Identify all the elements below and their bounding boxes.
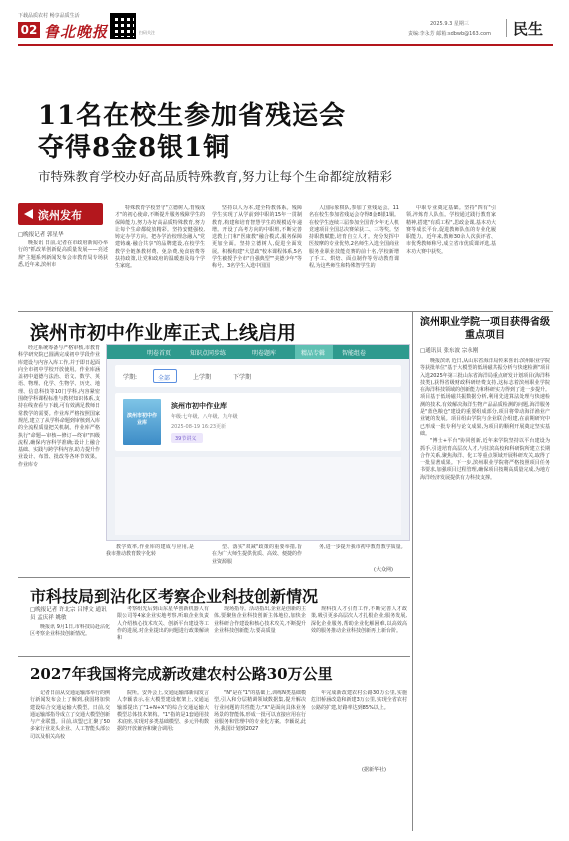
screenshot-empty-area [115, 457, 401, 535]
article1-col1: 晚报讯 日前,记者在市政府新闻办举行的"抓改革创新促高质量发展——亮述规"主题系列新闻发布会市教育局专场获悉,近年来,滨州市 [18, 240, 108, 268]
megaphone-icon [24, 209, 33, 219]
article4-col4: 年完成新改建农村公路30万公里,实施危旧桥涵改造和新建3万公里,实现全省农村公路的扩建,好路率达到85%以上。 [311, 690, 407, 711]
article4-headline: 2027年我国将完成新改建农村公路30万公里 [30, 665, 333, 683]
header-rule [18, 44, 553, 46]
masthead [18, 10, 553, 42]
article1-col2: 特殊教育学校坚守"立德树人,育残成才"的初心使命,不断提升服务残障学生的保障能力,努力办好高品质特殊教育,努力让每个生命都绽放精彩。坚持安健强校,铸定办学方向。把办学治校理念融入"党建铸魂·融合共享"的品牌建设,在校学生教学全链条教材费、免杂费,免食宿费等扶持政策,让党和政府的温暖惠及每个学生家庭。 [115, 205, 205, 270]
article1-col3: 坚持以人为本,建全特教体系。残障学生实现了从学前到中职的15年一贯制教育,构建和培育智慧学生的规模适年递增。开设了高考方向的中职班,不断完善送教上门和"医康教"融合模式,服务保障更加全面。坚持立德树人,促进全面发展。积极构建"大思政"校本课程体系,5名学生被授予全市"自强典型""美德少年"等称号。3名学生入选中国国 [212, 205, 302, 270]
sidebar-byline: □通讯员 张东波 宗永刚 [420, 348, 479, 354]
screenshot-tab-3-label: 精品专辑 [301, 350, 326, 357]
item-grades: 年级:七年级、八年级、九年级 [171, 414, 238, 420]
page-number: 02 [20, 23, 38, 37]
article4-col2: 院所。安外会上,交通运输部新闻发言人李颖表示,在大模型建设框架上,交通运输部提出了"1+N+X"的综合交通运输大模型总体技术架构。"1"指的是1套通用技术底座,实现对多类基础模型、多元异构数据的开放兼容和聚合调用; [117, 690, 209, 733]
filter-option-second-term[interactable]: 下学期 [233, 374, 252, 381]
article2-col4: 务,进一步提升我市初中教育教学质量。 [319, 544, 406, 550]
divider-article1 [18, 311, 553, 312]
screenshot-filter-panel [115, 365, 401, 387]
article3-col3: 现场指导。活动指出,企业是创新的主体,要聚焦企业科技创新主体地位,加快企业科研合作建设和核心技术攻关,不断提升企业科技创新能力;要高质量 [214, 606, 306, 634]
masthead-tagline: 下载品质农村 畅享品质生活 [18, 13, 80, 19]
item-title[interactable]: 滨州市初中作业库 [171, 402, 227, 410]
filter-option-all-label: 全部 [158, 374, 171, 382]
filter-option-all[interactable] [153, 369, 177, 383]
sidebar-text: 晚报滨讯 近日,从山东省海洋局传来喜讯:滨州职业学院等获批单位"基于大模型的低场磁共振分析与快速检测"项目入选2025年第三批山东省海洋局重点研发计划项目(海洋科技类),获得省级财政科研经费支持,这标志着滨州职业学院在海洋科技领域的创新能力和科研实力得到了进一步提升。项目基于低场磁共振数据分析,利用先进算法处理与快速检测的技术,有效解决海洋生物产品品质检测的问题,海洋服务是"蓝色粮仓"建设的重要组成部分,项目将带动海洋渔业产业链的发展。项目组由学院与企业联合组建,在前期研究中已形成一批专利与论文成果,为项目的顺利开展奠定坚实基础。 "博士+平台"协同创新,近年来学院坚持以平台建设为抓手,引进培育高层次人才,与驻滨高校和科研院所建立长期合作关系,聚焦海洋、化工等重点领域开展科研攻关,取得了一批显著成果。下一步,滨州职业学院将严格按照项目任务书要求,加强项目过程管理,确保项目按期高质量完成,为地方海洋经济发展提供有力科技支撑。 [420, 358, 550, 481]
article4-col3: "N"是在"1"的基础上,训练N类基础模型,引入和分层精调领域数据集,提升解决行业问题的共性能力;"X"是面向具体业务场景的智能体,形成一批可以直接应用在行业服务和管理中的专业化方案。李颖说,此外,我国计划到2027 [214, 690, 306, 733]
article4-credit: (据新华社) [362, 767, 386, 773]
screenshot-tab-4[interactable]: 智能组卷 [342, 350, 367, 357]
screenshot-tab-0[interactable]: 明卷首页 [147, 350, 172, 357]
article3-col2: 考察组先后到山东星华创新机器人有限公司等4家企业实地考察,听取企业负责人介绍核心技术攻关、创新平台建设等工作的进展,对企业提出的问题进行政策解读和 [117, 606, 209, 642]
screenshot-tab-3[interactable] [295, 345, 333, 359]
filter-label: 学期: [123, 374, 138, 381]
press-badge-label: 滨州发布 [38, 209, 82, 222]
item-count-badge [171, 433, 203, 443]
qr-code-icon [110, 13, 136, 39]
item-date: 2025-08-19 16:23更新 [171, 424, 227, 430]
article2-col1: 经过系统筹备与严格审核,市教育科学研究院已圆满完成初中学段作业库建设与内容入库工作,并于即日起面向全市初中学校开放使用。作业库涵盖初中道德与法治、语文、数学、英语、物理、化学、生物学、历史、地理、信息科技等10门学科,内容紧密围绕学科课程标准与教材知识体系,支持在线查看与下载,可有效满足教师日常教学的需要。作业库严格按照国家规范,建立了从学科命题到审核到入库的全流程质量把关机制。作业库严格执行"命题—审核—修订—终审"四级流程,确保内容科学准确;设计上融合基础、实践与跨学科内容,助力提升作业设计、布置、批改等各环节效果。作业库专 [18, 345, 100, 468]
divider-article2 [18, 577, 410, 578]
book-cover-title: 滨州市初中作业库 [126, 413, 157, 426]
book-cover [123, 399, 161, 445]
qr-caption: 扫码关注 [139, 30, 155, 35]
editor-line: 责编:李永芳 邮箱:sdbwb@163.com [408, 31, 491, 37]
article1-byline: □晚报记者 郭星华 [18, 232, 64, 238]
article1-subhead: 市特殊教育学校办好高品质特殊教育,努力让每个生命都绽放精彩 [38, 169, 392, 184]
issue-date: 2025.9.3 星期三 [430, 21, 469, 27]
homework-bank-screenshot [106, 344, 410, 541]
section-divider [506, 19, 507, 37]
section-name: 民生 [513, 20, 544, 38]
article1-headline-1: 11名在校生参加省残运会 [38, 101, 347, 131]
screenshot-item-card[interactable] [115, 393, 401, 451]
article3-col4: 规科技人才引育工作,不断完善人才政策,吸引更多高层次人才扎根企业;服务发展,深化企业服务,帮助企业化解困难,以高效高效的服务推动企业科技创新再上新台阶。 [311, 606, 407, 634]
article2-headline: 滨州市初中作业库正式上线启用 [30, 322, 297, 344]
article3-col1: 晚报讯 9月1日,市科技局赴沾化区考察企业科技创新情况。 [30, 624, 110, 638]
filter-option-first-term[interactable]: 上学期 [193, 374, 212, 381]
article2-credit: (大众网) [374, 567, 393, 573]
article1-headline-2: 夺得8金8银1铜 [38, 133, 231, 163]
paper-logo: 鲁北晚报 [44, 23, 109, 41]
article2-col3: 型、落实"双减"政策的重要举措,旨在为广大师生提供优质、高效、便捷的作业资源服 [212, 544, 302, 565]
screenshot-tab-2[interactable]: 明卷题库 [252, 350, 277, 357]
item-count: 39节讲义 [175, 436, 197, 442]
press-badge [18, 203, 103, 225]
article2-col2: 教学效率,作业库的建成与应用,是我市推动教育数字化转 [106, 544, 194, 558]
sidebar-divider [412, 311, 413, 831]
article4-col1: 记者日前从交通运输部举行的例行新闻发布会上了解到,我国将加快建设综合交通运输大模型。日前,交通运输部指导成立了交通大模型创新与产业联盟。目前,该盟已汇聚了50多家行业龙头企业、人工智能头部公司以及相关高校 [30, 690, 110, 740]
page-number-box [18, 22, 40, 38]
article3-byline: □晚报记者 许北宗 吕博文 通讯员 孟庆祥 姚敏 [30, 607, 107, 621]
sidebar-headline: 滨州职业学院一项目获得省级重点项目 [420, 317, 550, 341]
screenshot-tab-1[interactable]: 知识点同步练 [190, 350, 227, 357]
article1-col4: 人国际象棋队,参加了亚残运会。11名在校生参加省残运会夺得8金8银1铜。在校学生连续三届参加全国青少年无人机竞速项目全国总决赛荣获二、三等奖。坚持职教赋能,培育自立人才。充分发挥中医按摩的专业优势,2名师生入选全国商业服务业职业技能竞赛的前十名,学校新增了手工、烘焙、面点制作等劳动教育课程,为这些师生和特殊智学生的 [309, 205, 399, 270]
divider-article3 [18, 656, 410, 657]
article3-headline: 市科技局到沾化区考察企业科技创新情况 [30, 587, 319, 606]
article1-col5: 中职专业奠定基础。坚持"四有"引领,淬炼育人队伍。学校通过践行教育家精神,搭建"有质工程",思政金课,基本功大赛等成长平台,促进教师队伍的专业化履职能力。近年来,教师30余人次获评省、市优秀教师称号,成立省市优质课评选,基本功大赛中获奖。 [406, 205, 496, 255]
